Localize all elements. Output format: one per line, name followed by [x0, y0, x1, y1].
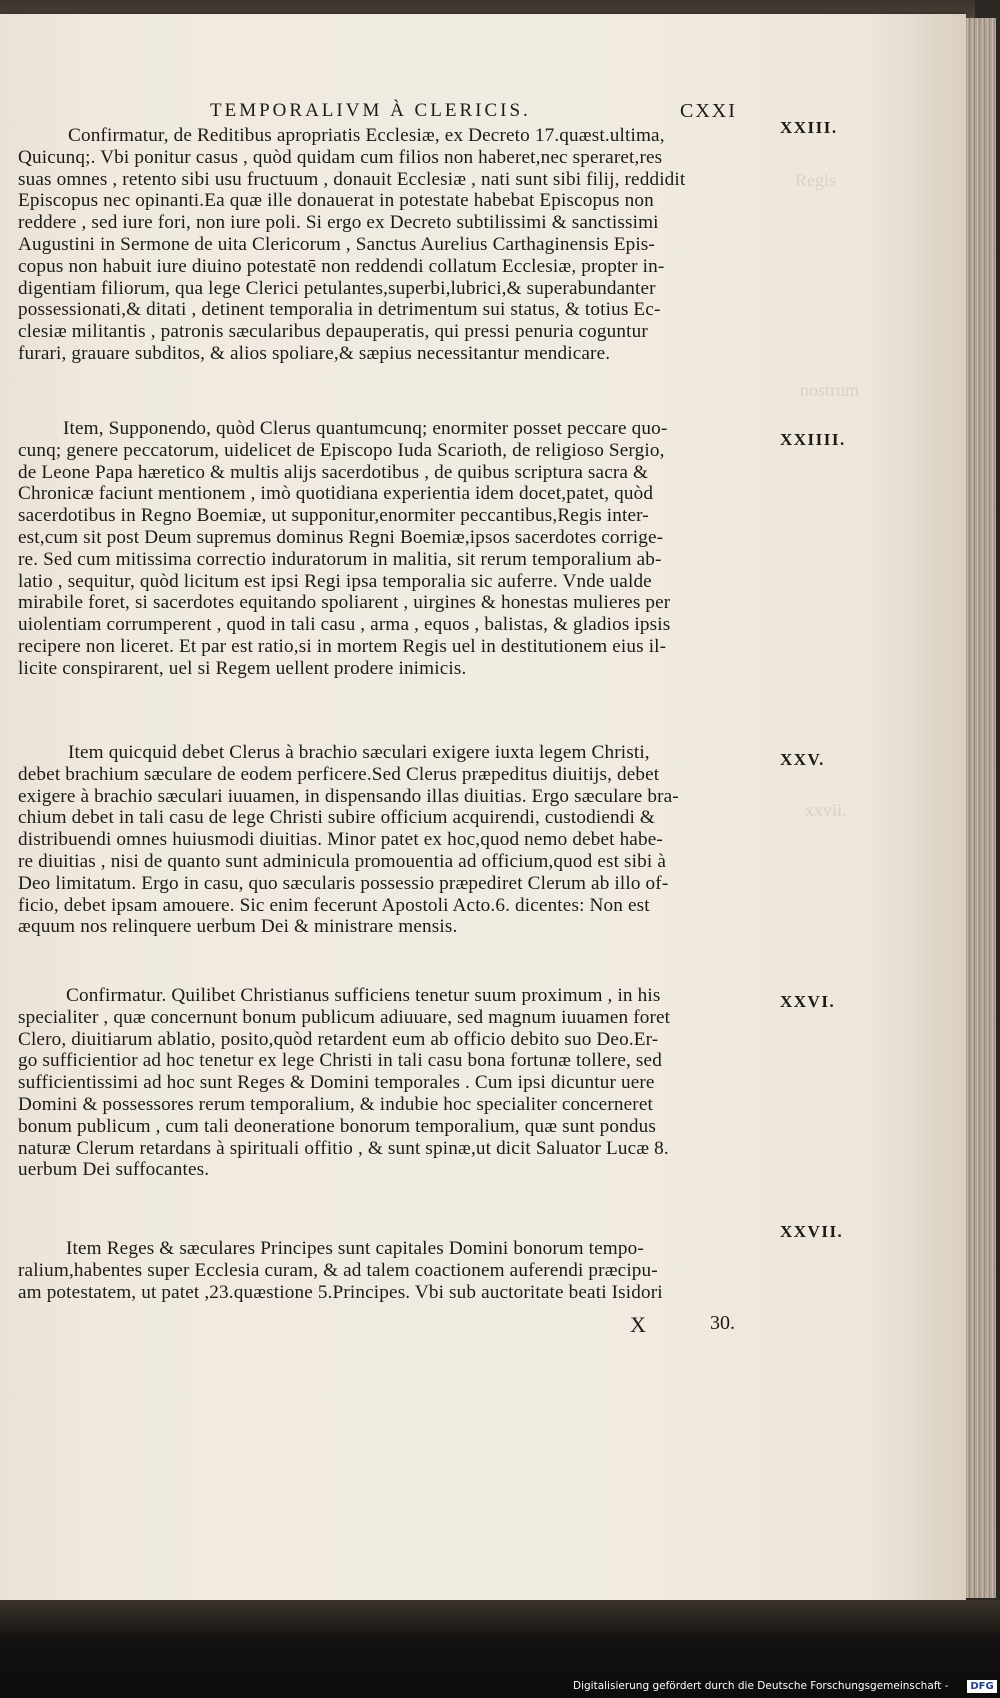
paragraph-1 [18, 125, 758, 365]
text-line: Item, Supponendo, quòd Clerus quantumcunq; enormiter posset peccare quo- [63, 418, 668, 439]
paragraph-3 [18, 742, 758, 938]
text-line: Chronicæ faciunt mentionem , imò quotidiana experientia idem docet,patet, quòd [18, 483, 654, 505]
margin-number: XXV. [780, 750, 825, 769]
text-line: clesiæ militantis , patronis sæcularibus depauperatis, qui pressi penuria coguntur [18, 321, 648, 343]
text-line: Item Reges & sæculares Principes sunt capitales Domini bonorum tempo- [66, 1238, 644, 1259]
text-line: de Leone Papa hæretico & multis alijs sacerdotibus , de quibus scriptura sacra & [18, 461, 649, 483]
text-line: sacerdotibus in Regno Boemiæ, ut supponitur,enormiter peccantibus,Regis inter- [18, 505, 649, 527]
text-line: Clero, diuitiarum ablatio, posito,quòd retardent eum ab officio debito suo Deo.Er- [18, 1028, 659, 1050]
text-line: bonum publicum , cum tali deoneratione bonorum temporalium, quæ sunt pondus [18, 1115, 656, 1137]
text-line: am potestatem, ut patet ,23.quæstione 5.Principes. Vbi sub auctoritate beati Isidori [18, 1281, 663, 1303]
text-line: Deo limitatum. Ergo in casu, quo sæcularis possessio præpediret Clerum ab illo of- [18, 872, 669, 894]
text-line: furari, grauare subditos, & alios spoliare,& sæpius necessitantur mendicare. [18, 342, 611, 364]
dfg-logo: DFG [967, 1680, 997, 1693]
text-line: Augustini in Sermone de uita Clericorum , Sanctus Aurelius Carthaginensis Epis- [18, 233, 655, 255]
text-line: possessionati,& ditati , detinent temporalia in detrimentum sui status, & totius Ec- [18, 299, 661, 321]
text-line: licite conspirarent, uel si Regem uellent prodere inimicis. [18, 657, 467, 679]
text-line: naturæ Clerum retardans à spirituali offitio , & sunt spinæ,ut dicit Saluator Lucæ 8. [18, 1137, 669, 1159]
folio-number: CXXI [680, 100, 737, 122]
margin-number: XXVI. [780, 992, 836, 1011]
catchword: 30. [710, 1312, 735, 1334]
text-line: cunq; genere peccatorum, uidelicet de Episcopo Iuda Scarioth, de religioso Sergio, [18, 439, 665, 461]
text-line: Item quicquid debet Clerus à brachio sæculari exigere iuxta legem Christi, [68, 742, 650, 763]
text-line: reddere , sed iure fori, non iure poli. Si ergo ex Decreto subtilissimi & sanctissimi [18, 212, 659, 234]
text-line: debet brachium sæculare de eodem perficere.Sed Clerus præpeditus diuitijs, debet [18, 763, 660, 785]
show-through-mark: nostrum [800, 380, 860, 400]
show-through-mark: xxvii. [805, 800, 847, 820]
text-line: Confirmatur, de Reditibus apropriatis Ecclesiæ, ex Decreto 17.quæst.ultima, [68, 125, 665, 146]
paragraph-5 [18, 1238, 758, 1303]
show-through-mark: Regis [795, 170, 837, 190]
text-line: mirabile foret, si sacerdotes equitando spoliarent , uirgines & honestas mulieres per [18, 592, 671, 614]
text-line: digentiam filiorum, qua lege Clerici petulantes,superbi,lubrici,& superabundanter [18, 277, 656, 299]
text-line: ficio, debet ipsam amouere. Sic enim fecerunt Apostoli Acto.6. dicentes: Non est [18, 894, 650, 916]
text-line: sufficientissimi ad hoc sunt Reges & Domini temporales . Cum ipsi dicuntur uere [18, 1072, 655, 1094]
text-line: copus non habuit iure diuino potestatē non reddendi collatum Ecclesiæ, propter in- [18, 255, 665, 277]
text-line: recipere non liceret. Et par est ratio,si in mortem Regis uel in destitutionem eius il- [18, 635, 667, 657]
running-title: TEMPORALIVM À CLERICIS. [210, 100, 531, 121]
digitization-credit: Digitalisierung gefördert durch die Deutsche Forschungsgemeinschaft - [573, 1680, 949, 1692]
page-edges [966, 18, 996, 1598]
text-line: Quicunq;. Vbi ponitur casus , quòd quidam cum filios non haberet,nec speraret,res [18, 146, 663, 168]
text-line: specialiter , quæ concernunt bonum publicum adiuuare, sed magnum iuuamen foret [18, 1006, 671, 1028]
text-line: chium debet in tali casu de lege Christi subire officium acquirendi, custodiendi & [18, 807, 655, 829]
signature-mark: X [630, 1312, 646, 1337]
text-line: latio , sequitur, quòd licitum est ipsi Regi ipsa temporalia sic auferre. Vnde ualde [18, 570, 652, 592]
text-line: ralium,habentes super Ecclesia curam, & ad talem coactionem auferendi præcipu- [18, 1259, 658, 1281]
text-line: est,cum sit post Deum supremus dominus Regni Boemiæ,ipsos sacerdotes corrige- [18, 526, 664, 548]
text-line: re. Sed cum mitissima correctio induratorum in malitia, sit rerum temporalium ab- [18, 548, 662, 570]
paragraph-2 [18, 418, 758, 680]
paragraph-4 [18, 985, 758, 1181]
text-line: distribuendi omnes huiusmodi diuitias. Minor patet ex hoc,quod nemo debet habe- [18, 829, 663, 851]
text-line: exigere à brachio sæculari iuuamen, in dispensando illas diuitias. Ergo sæculare bra- [18, 785, 679, 807]
text-line: Episcopus nec opinanti.Ea quæ ille donauerat in potestate habebat Episcopus non [18, 190, 654, 212]
text-line: Confirmatur. Quilibet Christianus sufficiens tenetur suum proximum , in his [66, 985, 661, 1006]
text-line: uiolentiam corrumperent , quod in tali casu , arma , equos , balistas, & gladios ipsis [18, 614, 671, 636]
text-line: go sufficientior ad hoc tenetur ex lege Christi in tali casu bona fortunæ tollere, sed [18, 1050, 662, 1072]
text-line: æquum nos relinquere uerbum Dei & ministrare mensis. [18, 916, 458, 938]
text-line: uerbum Dei suffocantes. [18, 1159, 210, 1181]
text-line: Domini & possessores rerum temporalium, & indubie hoc specialiter concerneret [18, 1093, 653, 1115]
margin-number: XXIII. [780, 118, 838, 137]
text-line: suas omnes , retento sibi usu fructuum , donauit Ecclesiæ , nati sunt sibi filij, reddidit [18, 168, 686, 190]
text-line: re diuitias , nisi de quanto sunt adminicula promouentia ad officium,quod est sibi à [18, 850, 666, 872]
margin-number: XXIIII. [780, 430, 846, 449]
margin-number: XXVII. [780, 1222, 844, 1241]
